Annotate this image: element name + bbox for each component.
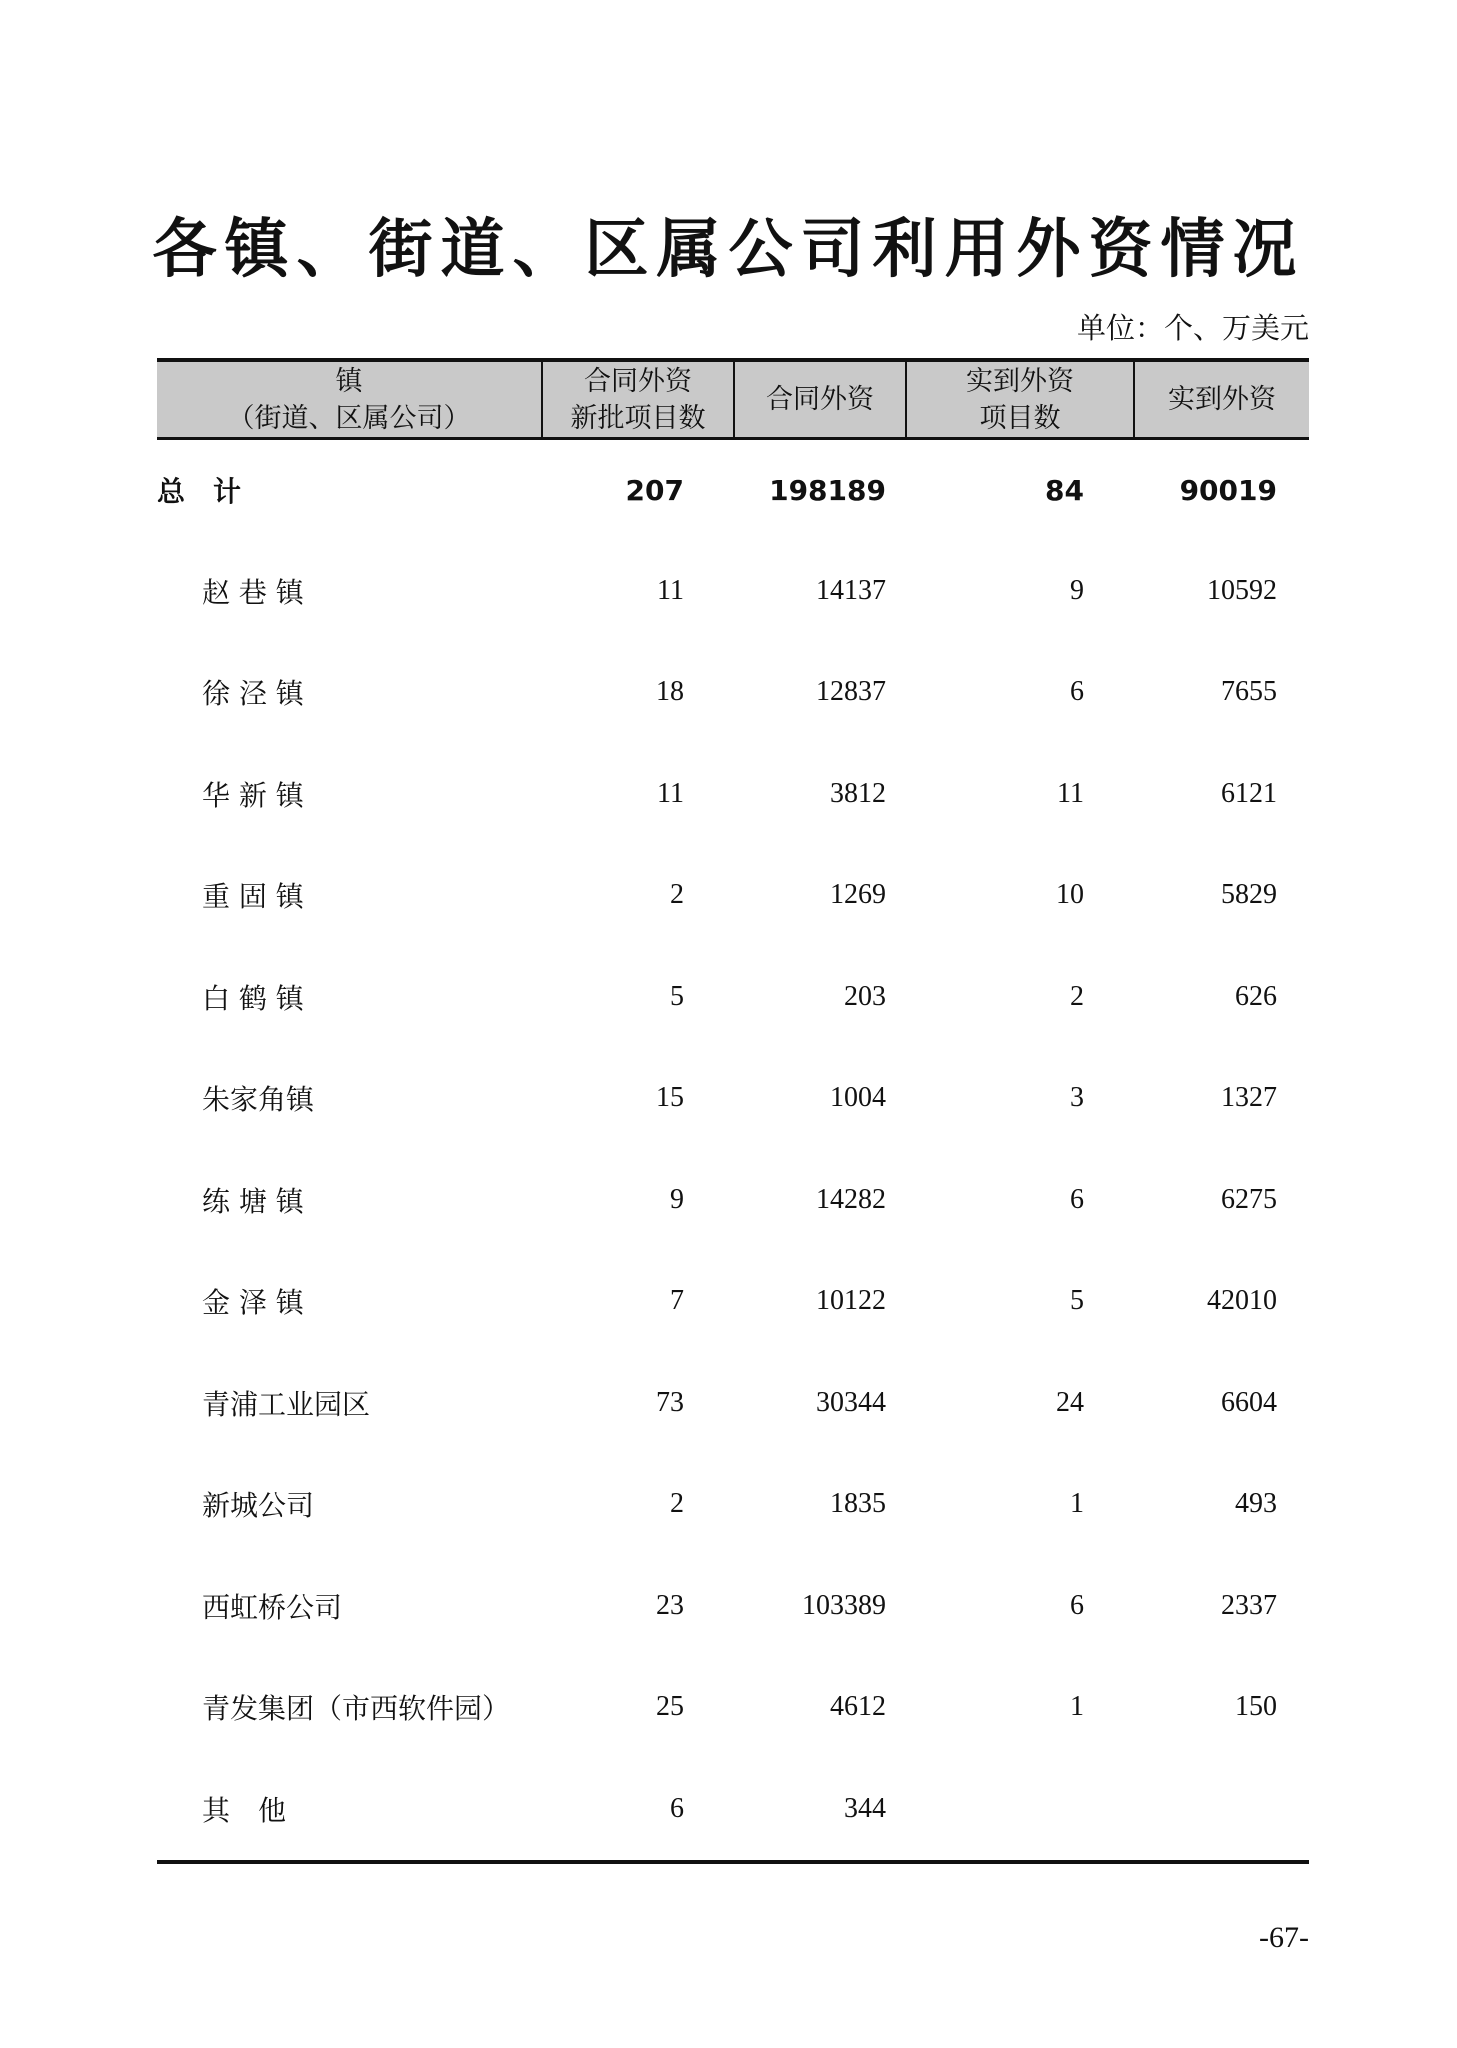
town-name: 新城公司 [202, 1489, 315, 1523]
actual-fdi-cell: 493 [1235, 1488, 1277, 1520]
new-projects-cell: 7 [670, 1285, 684, 1317]
header-town-line1: 镇 [335, 365, 363, 397]
actual-fdi-cell: 626 [1235, 980, 1277, 1012]
header-actual-projects-line2: 项目数 [979, 402, 1061, 434]
table-row [157, 1352, 1309, 1454]
new-projects-cell: 15 [656, 1082, 684, 1114]
town-name: 练 塘 镇 [202, 1184, 304, 1218]
actual-fdi-cell: 42010 [1207, 1285, 1277, 1317]
table-header-row [157, 360, 1309, 439]
town-name: 青浦工业园区 [202, 1387, 371, 1421]
header-actual-fdi [1134, 360, 1309, 439]
actual-fdi-cell: 6121 [1221, 777, 1277, 809]
contract-fdi-cell: 1004 [830, 1082, 886, 1114]
header-new-projects-line1: 合同外资 [584, 365, 692, 397]
contract-fdi-cell: 103389 [802, 1589, 886, 1621]
contract-fdi-cell: 3812 [830, 777, 886, 809]
actual-projects-cell: 6 [1070, 1183, 1084, 1215]
new-projects-cell: 23 [656, 1589, 684, 1621]
actual-projects-cell: 11 [1057, 777, 1084, 809]
new-projects-cell: 11 [657, 777, 684, 809]
header-contract-fdi-line1: 合同外资 [766, 384, 874, 415]
table-row [157, 845, 1309, 947]
contract-fdi-cell: 14137 [816, 574, 886, 606]
contract-fdi-cell: 30344 [816, 1386, 886, 1418]
table-row [157, 1555, 1309, 1657]
table-row [157, 743, 1309, 845]
actual-projects-cell: 5 [1070, 1285, 1084, 1317]
table-row [157, 1251, 1309, 1353]
header-actual-projects [906, 360, 1134, 439]
contract-fdi-cell: 4612 [830, 1691, 886, 1723]
total-contract-fdi: 198189 [769, 473, 886, 507]
actual-projects-cell: 24 [1056, 1386, 1084, 1418]
header-actual-projects-line1: 实到外资 [966, 365, 1074, 397]
actual-fdi-cell: 10592 [1207, 574, 1277, 606]
contract-fdi-cell: 203 [844, 980, 886, 1012]
actual-projects-cell: 6 [1070, 1589, 1084, 1621]
unit-note: 单位：个、万美元 [1076, 311, 1309, 345]
header-contract-fdi [734, 360, 906, 439]
town-name: 重 固 镇 [202, 880, 304, 914]
actual-fdi-cell: 6275 [1221, 1183, 1277, 1215]
town-name: 华 新 镇 [202, 778, 304, 812]
table-row [157, 1149, 1309, 1251]
table-row [157, 642, 1309, 744]
town-name: 朱家角镇 [202, 1083, 315, 1117]
new-projects-cell: 6 [542, 1758, 734, 1862]
contract-fdi-cell: 1269 [830, 879, 886, 911]
actual-projects-cell: 9 [1070, 574, 1084, 606]
actual-fdi-cell: 6604 [1221, 1386, 1277, 1418]
table-row [157, 1758, 1309, 1862]
actual-fdi-cell: 2337 [1221, 1589, 1277, 1621]
total-new-projects: 207 [625, 473, 684, 507]
header-town-line2: （街道、区属公司） [227, 402, 471, 434]
new-projects-cell: 9 [670, 1183, 684, 1215]
contract-fdi-cell: 12837 [816, 676, 886, 708]
table-row [157, 1454, 1309, 1556]
fdi-table [157, 358, 1309, 1864]
total-actual-fdi: 90019 [1179, 473, 1277, 507]
header-new-projects-line2: 新批项目数 [570, 402, 706, 434]
new-projects-cell: 25 [656, 1691, 684, 1723]
table-row [157, 1657, 1309, 1759]
total-row [157, 439, 1309, 541]
actual-projects-cell: 2 [1070, 980, 1084, 1012]
new-projects-cell: 2 [670, 1488, 684, 1520]
header-actual-fdi-line1: 实到外资 [1168, 384, 1276, 415]
total-actual-projects: 84 [1045, 473, 1084, 507]
page-title: 各镇、街道、区属公司利用外资情况 [152, 213, 1305, 287]
contract-fdi-cell: 10122 [816, 1285, 886, 1317]
town-name: 西虹桥公司 [202, 1590, 343, 1624]
contract-fdi-cell: 344 [734, 1758, 906, 1862]
town-name: 青发集团（市西软件园） [202, 1692, 511, 1726]
actual-projects-cell: 6 [1070, 676, 1084, 708]
contract-fdi-cell: 1835 [830, 1488, 886, 1520]
actual-projects-cell: 1 [1070, 1691, 1084, 1723]
actual-projects-cell: 1 [1070, 1488, 1084, 1520]
town-name: 白 鹤 镇 [202, 981, 304, 1015]
town-name: 其 他 [157, 1758, 542, 1862]
new-projects-cell: 73 [656, 1386, 684, 1418]
new-projects-cell: 2 [670, 879, 684, 911]
town-name: 赵 巷 镇 [202, 575, 304, 609]
header-new-projects [542, 360, 734, 439]
table-row [157, 946, 1309, 1048]
actual-projects-cell: 10 [1056, 879, 1084, 911]
table-row [157, 540, 1309, 642]
actual-fdi-cell [1134, 1758, 1309, 1862]
header-town [157, 360, 542, 439]
actual-fdi-cell: 7655 [1221, 676, 1277, 708]
town-name: 金 泽 镇 [202, 1286, 304, 1320]
total-label: 总 计 [157, 475, 242, 508]
page-number: -67- [1259, 1921, 1309, 1954]
actual-projects-cell [906, 1758, 1134, 1862]
actual-fdi-cell: 1327 [1221, 1082, 1277, 1114]
new-projects-cell: 18 [656, 676, 684, 708]
actual-fdi-cell: 150 [1235, 1691, 1277, 1723]
actual-projects-cell: 3 [1070, 1082, 1084, 1114]
contract-fdi-cell: 14282 [816, 1183, 886, 1215]
table-row [157, 1048, 1309, 1150]
new-projects-cell: 11 [657, 574, 684, 606]
town-name: 徐 泾 镇 [202, 677, 304, 711]
actual-fdi-cell: 5829 [1221, 879, 1277, 911]
new-projects-cell: 5 [670, 980, 684, 1012]
